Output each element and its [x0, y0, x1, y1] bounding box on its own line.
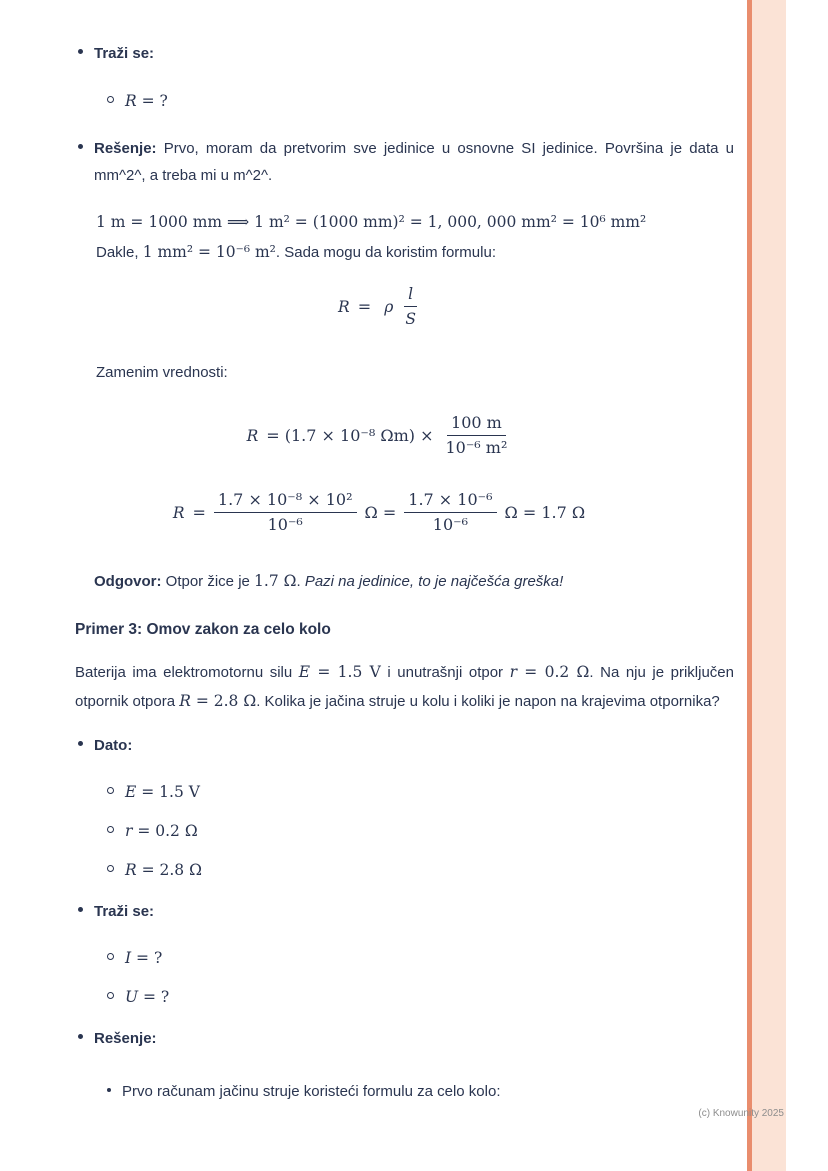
- math-expression: Ω = 1.7 Ω: [504, 503, 586, 522]
- math-inline: = 2.8 Ω: [136, 861, 202, 879]
- math-expression: Ω =: [364, 503, 397, 522]
- fraction-numerator: 100 m: [447, 412, 506, 436]
- math-display: [94, 284, 664, 331]
- list-item: [107, 779, 828, 806]
- paragraph: Zamenim vrednosti:: [96, 364, 228, 381]
- problem-statement: [75, 658, 734, 716]
- circle-bullet-icon: [107, 992, 114, 999]
- text-segment: Baterija ima elektromotornu silu: [75, 664, 299, 681]
- fraction-numerator: 1.7 × 10⁻⁶: [404, 489, 496, 513]
- math-variable: R: [338, 298, 350, 316]
- resenje-text: Prvo, moram da pretvorim sve jedinice u osnovne SI jedinice. Površina je data u mm^2^, a treba mi u m^2^.: [94, 140, 734, 184]
- math-variable: r: [509, 663, 517, 681]
- list-item: [107, 984, 828, 1011]
- italic-note: Pazi na jedinice, to je najčešća greška!: [304, 573, 564, 590]
- bullet-icon: [78, 907, 83, 912]
- page-footer: (c) Knowunity 2025: [698, 1108, 784, 1119]
- math-variable: ρ: [384, 298, 394, 316]
- answer-line: [94, 567, 753, 596]
- fraction-denominator: 10⁻⁶: [432, 515, 468, 534]
- fraction-numerator: 1.7 × 10⁻⁸ × 10²: [214, 489, 357, 513]
- math-operator: =: [192, 503, 206, 522]
- math-inline: = ?: [131, 949, 163, 967]
- math-variable: r: [125, 822, 133, 840]
- trazi-se-label: Traži se:: [94, 45, 155, 62]
- odgovor-label: Odgovor:: [94, 573, 162, 590]
- bullet-icon: [78, 144, 83, 149]
- text-segment: . Na nju je priključen otpornik otpora: [75, 664, 734, 710]
- list-item: [78, 40, 828, 67]
- fraction: [404, 489, 496, 536]
- math-inline: = ?: [136, 92, 168, 110]
- text-segment: i unutrašnji otpor: [380, 664, 510, 681]
- dato-label: Dato:: [94, 737, 133, 754]
- list-item: [78, 732, 828, 759]
- math-variable: R: [246, 427, 259, 445]
- circle-bullet-icon: [107, 96, 114, 103]
- list-item: [107, 857, 828, 884]
- math-operator: =: [357, 297, 377, 316]
- trazi-se-label: Traži se:: [94, 903, 155, 920]
- fraction-denominator: 10⁻⁶: [267, 515, 303, 534]
- resenje-label: Rešenje:: [94, 1030, 157, 1047]
- math-inline: = ?: [138, 988, 170, 1006]
- text-segment: . Kolika je jačina struje u kolu i koliki je napon na krajevima otpornika?: [256, 693, 720, 710]
- list-item: [78, 898, 828, 925]
- text-segment: . Sada mogu da koristim formulu:: [275, 244, 496, 261]
- math-display: [94, 490, 664, 537]
- text-segment: .: [296, 573, 305, 590]
- fraction: [442, 412, 512, 459]
- bullet-icon: [78, 741, 83, 746]
- math-expression: = (1.7 × 10⁻⁸ Ωm) ×: [266, 426, 434, 445]
- math-line: [96, 237, 736, 268]
- bullet-icon: [107, 1088, 111, 1092]
- text-segment: Otpor žice je: [161, 573, 255, 590]
- math-inline: 1.7 Ω: [254, 572, 297, 590]
- list-item: [107, 818, 828, 845]
- list-item: [107, 1078, 828, 1105]
- math-inline: 1 mm² = 10⁻⁶ m²: [142, 243, 276, 261]
- list-item: [107, 88, 828, 115]
- math-inline: = 0.2 Ω: [517, 663, 590, 681]
- math-variable: E: [125, 783, 137, 801]
- bullet-icon: [78, 1034, 83, 1039]
- math-inline: = 1.5 V: [136, 783, 200, 801]
- fraction-denominator: S: [405, 310, 416, 328]
- text-segment: Dakle,: [96, 244, 143, 261]
- math-display: [94, 413, 664, 460]
- fraction-denominator: 10⁻⁶ m²: [445, 438, 508, 457]
- circle-bullet-icon: [107, 826, 114, 833]
- fraction-numerator: l: [404, 283, 417, 307]
- math-inline: = 2.8 Ω: [190, 692, 257, 710]
- circle-bullet-icon: [107, 787, 114, 794]
- step-text: Prvo računam jačinu struje koristeći formulu za celo kolo:: [122, 1083, 501, 1100]
- math-variable: E: [298, 663, 311, 681]
- circle-bullet-icon: [107, 865, 114, 872]
- math-variable: R: [125, 92, 137, 110]
- math-block: [96, 207, 736, 268]
- math-variable: R: [172, 504, 185, 522]
- math-variable: R: [179, 692, 191, 710]
- math-variable: R: [125, 861, 137, 879]
- resenje-label: Rešenje:: [94, 140, 157, 157]
- circle-bullet-icon: [107, 953, 114, 960]
- bullet-icon: [78, 49, 83, 54]
- list-item: [78, 135, 828, 189]
- list-item: [107, 945, 828, 972]
- math-variable: U: [125, 988, 139, 1006]
- math-line: 1 m = 1000 mm ⟹ 1 m² = (1000 mm)² = 1, 000, 000 mm² = 10⁶ mm²: [96, 213, 647, 231]
- math-inline: = 0.2 Ω: [132, 822, 198, 840]
- fraction: [214, 489, 357, 536]
- math-variable: I: [125, 949, 132, 967]
- section-heading: Primer 3: Omov zakon za celo kolo: [75, 621, 331, 638]
- fraction: [401, 283, 420, 330]
- math-inline: = 1.5 V: [310, 663, 381, 681]
- list-item: [78, 1025, 828, 1052]
